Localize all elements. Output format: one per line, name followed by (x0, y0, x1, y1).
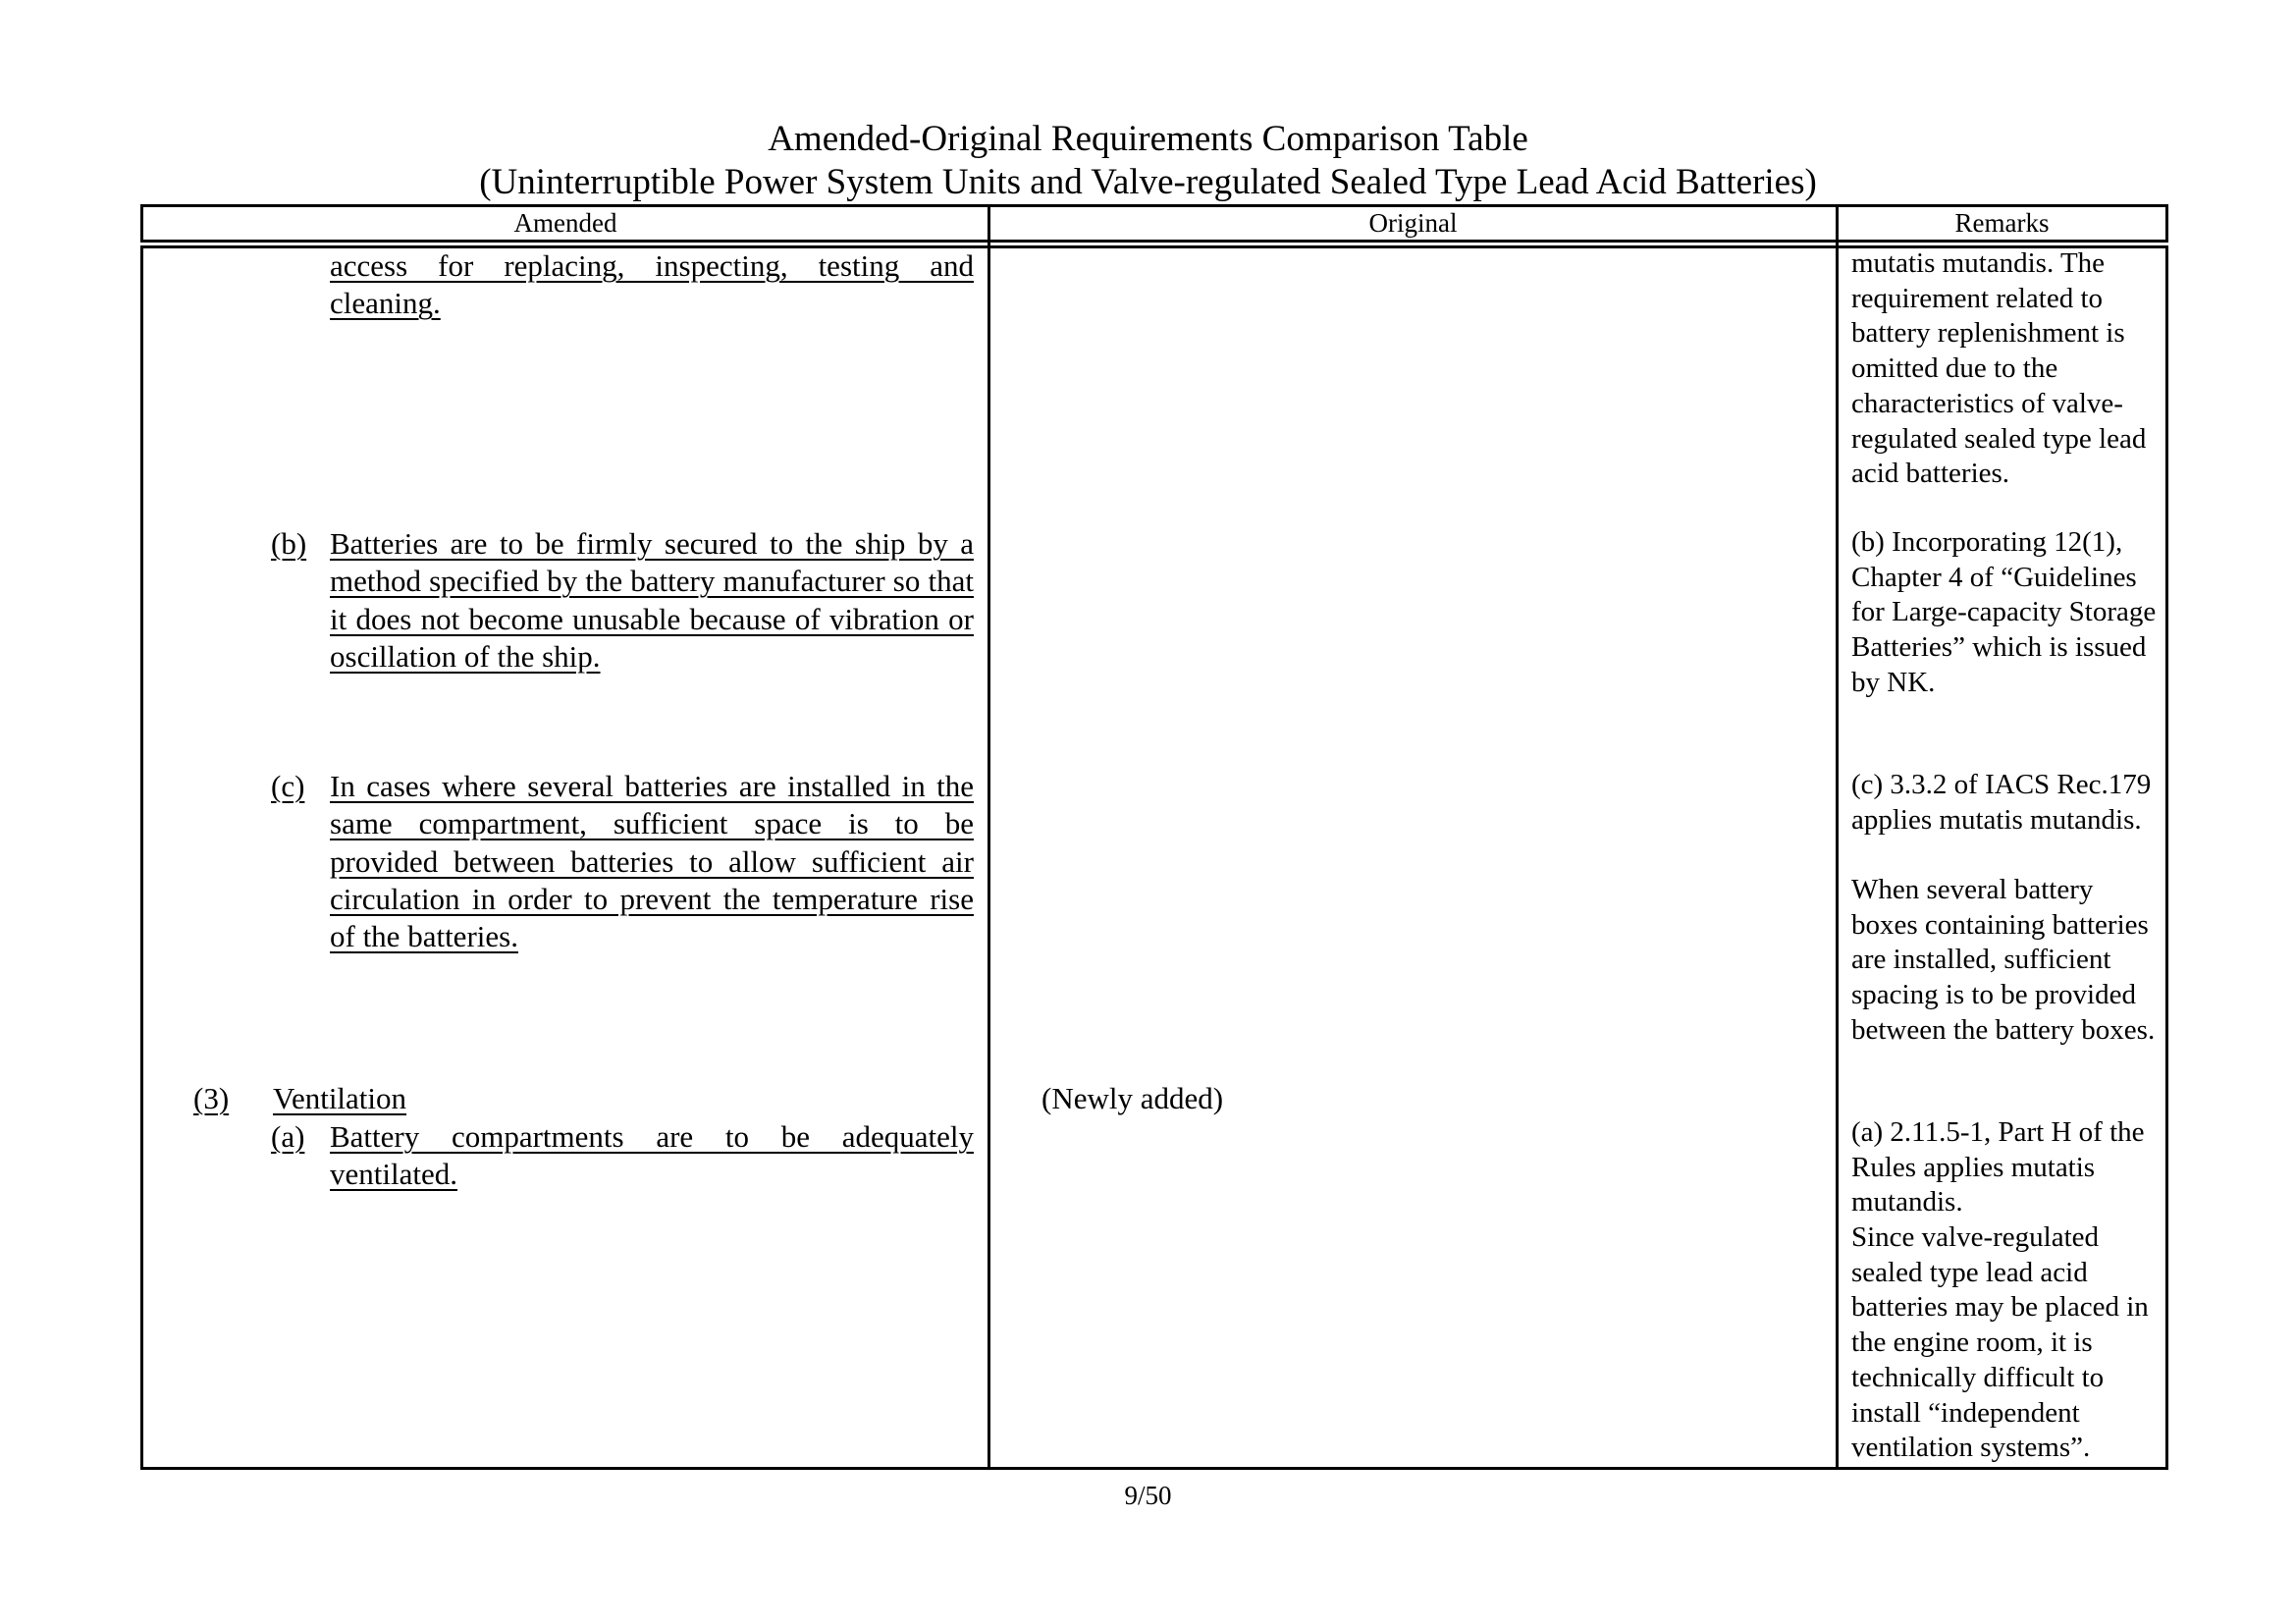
page-number: 9/50 (1124, 1481, 1172, 1510)
amended-c-text-content: In cases where several batteries are installed in the same compartment, sufficient space is to be provided between batteries to allow sufficient air circulation in order to prevent the temperature rise of the batteries. (330, 769, 974, 954)
amended-3a-label-text: (a) (271, 1119, 305, 1154)
amended-3a-text (330, 1118, 974, 1194)
amended-section-3-heading (273, 1080, 406, 1117)
remark-3a: (c) 3.3.2 of IACS Rec.179 applies mutatis mutandis. (1851, 769, 2152, 836)
amended-c-text (330, 768, 974, 955)
amended-b-label-text: (b) (271, 526, 307, 561)
amended-section-3-label-text: (3) (193, 1081, 230, 1115)
amended-section-3-heading-text: Ventilation (273, 1081, 407, 1115)
amended-para-a-tail-text: access for replacing, inspecting, testing and cleaning. (330, 248, 974, 321)
amended-c-label (271, 768, 304, 805)
remark-1: mutatis mutandis. The requirement related to battery replenishment is omitted due to the characteristics of valve-regulated sealed type lead acid batteries. (1851, 247, 2147, 490)
amended-b-label (271, 525, 306, 563)
column-divider-2 (1836, 204, 1839, 1470)
amended-3a-text-content: Battery compartments are to be adequately ventilated. (330, 1119, 974, 1192)
original-newly-added: (Newly added) (1041, 1081, 1224, 1115)
remark-2: (b) Incorporating 12(1), Chapter 4 of “Guidelines for Large-capacity Storage Batteries” which is issued by NK. (1851, 526, 2157, 698)
amended-b-text (330, 525, 974, 676)
amended-c-label-text: (c) (271, 769, 305, 803)
document-title: Amended-Original Requirements Comparison Table (768, 119, 1528, 159)
column-divider-1 (988, 204, 990, 1470)
remark-4b: Since valve-regulated sealed type lead acid batteries may be placed in the engine room, it is technically difficult to install “independent ventilation systems”. (1851, 1221, 2149, 1464)
column-header-remarks: Remarks (1954, 208, 2050, 238)
document-subtitle: (Uninterruptible Power System Units and Valve-regulated Sealed Type Lead Acid Batteries) (479, 162, 1817, 202)
amended-para-a-tail (330, 247, 974, 323)
column-header-amended: Amended (513, 208, 617, 238)
remark-4a: (a) 2.11.5-1, Part H of the Rules applies mutatis mutandis. (1851, 1116, 2145, 1218)
remark-3b: When several battery boxes containing batteries are installed, sufficient spacing is to be provided between the battery boxes. (1851, 874, 2156, 1046)
amended-b-text-content: Batteries are to be firmly secured to the ship by a method specified by the battery manufacturer so that it does not become unusable because of vibration or oscillation of the ship. (330, 526, 974, 674)
column-header-original: Original (1368, 208, 1458, 238)
amended-3a-label (271, 1118, 304, 1156)
amended-section-3-label (193, 1080, 229, 1117)
